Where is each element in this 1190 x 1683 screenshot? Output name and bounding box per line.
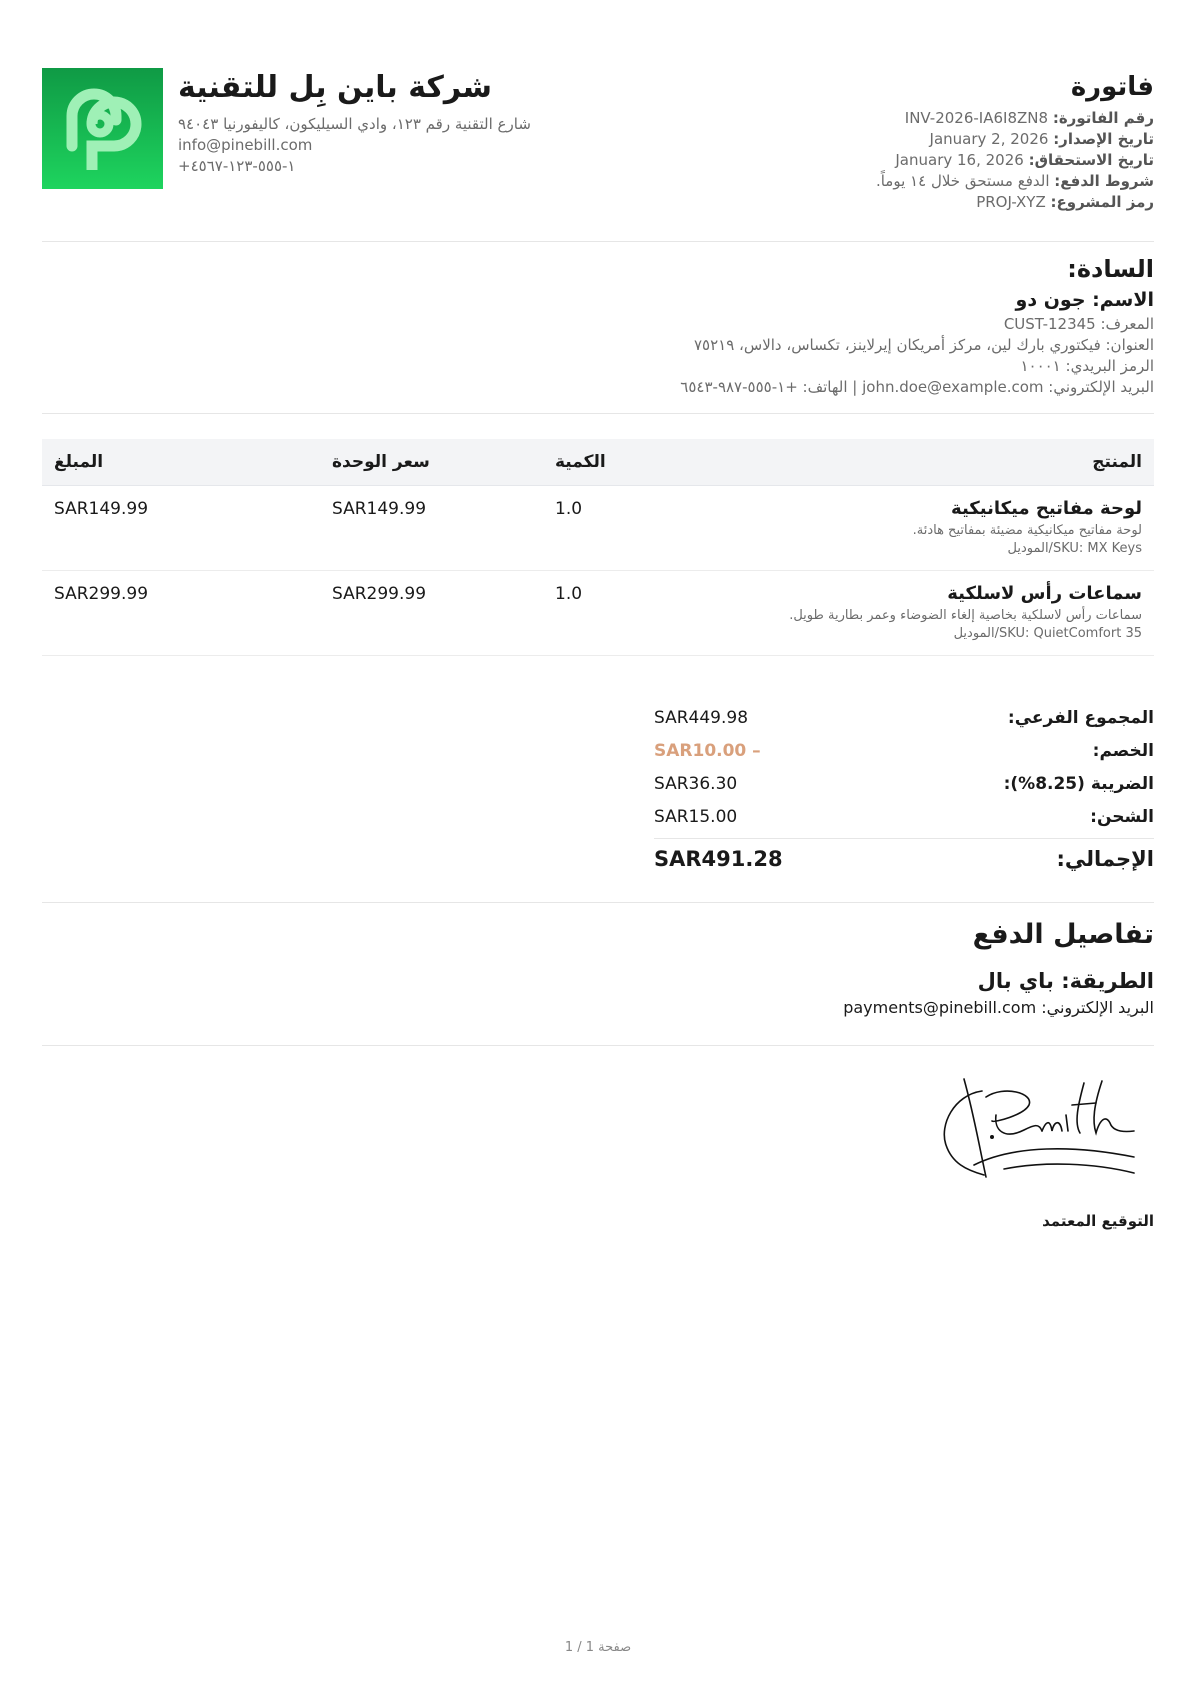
- tax-row: [654, 768, 1154, 801]
- company-address: شارع التقنية رقم ١٢٣، وادي السيليكون، كاليفورنيا ٩٤٠٤٣: [178, 115, 531, 133]
- table-header: [42, 439, 1154, 486]
- signature-label: التوقيع المعتمد: [1042, 1212, 1154, 1230]
- company-name: شركة باين بِل للتقنية: [178, 70, 493, 105]
- total-row: [654, 839, 1154, 879]
- project-code-label: رمز المشروع:: [1050, 193, 1154, 211]
- invoice-number: INV-2026-IA6I8ZN8: [904, 109, 1049, 127]
- discount-row: [654, 735, 1154, 768]
- product-name: لوحة مفاتيح ميكانيكية: [951, 498, 1142, 519]
- page-number: صفحة 1 / 1: [564, 1640, 632, 1655]
- tax-value: SAR36.30: [654, 774, 738, 794]
- customer-id: المعرف: CUST-12345: [1003, 315, 1154, 333]
- invoice-number-row: [734, 108, 1154, 129]
- payment-terms-label: شروط الدفع:: [1054, 172, 1154, 190]
- shipping-row: [654, 801, 1154, 834]
- product-description: سماعات رأس لاسلكية بخاصية إلغاء الضوضاء وعمر بطارية طويل.: [789, 608, 1142, 623]
- subtotal-value: SAR449.98: [654, 708, 749, 728]
- row-quantity: 1.0: [555, 584, 583, 604]
- header-unit-price: سعر الوحدة: [332, 452, 430, 472]
- payment-terms-row: [734, 171, 1154, 192]
- payment-email: البريد الإلكتروني: payments@pinebill.com: [843, 998, 1154, 1017]
- invoice-number-label: رقم الفاتورة:: [1052, 109, 1154, 127]
- customer-postal: الرمز البريدي: ١٠٠٠١: [1020, 357, 1154, 375]
- company-logo: [42, 68, 163, 189]
- company-phone: +١-٥٥٥-١٢٣-٤٥٦٧: [178, 157, 296, 175]
- project-code: PROJ-XYZ: [976, 193, 1046, 211]
- divider: [42, 241, 1154, 242]
- total-label: الإجمالي:: [1056, 847, 1154, 871]
- product-name: سماعات رأس لاسلكية: [947, 583, 1142, 604]
- customer-name: الاسم: جون دو: [1015, 289, 1154, 311]
- company-email: info@pinebill.com: [178, 136, 313, 154]
- customer-contact: البريد الإلكتروني: john.doe@example.com | الهاتف: +١-٥٥٥-٩٨٧-٦٥٤٣: [680, 378, 1154, 396]
- divider: [42, 902, 1154, 903]
- table-row: [42, 486, 1154, 571]
- row-amount: SAR299.99: [54, 584, 149, 604]
- signature-icon: [934, 1075, 1154, 1185]
- payment-terms: الدفع مستحق خلال ١٤ يوماً.: [875, 172, 1050, 190]
- header-quantity: الكمية: [555, 452, 606, 472]
- header-product: المنتج: [1092, 452, 1142, 472]
- shipping-label: الشحن:: [1090, 807, 1154, 827]
- bill-to-title: السادة:: [1067, 255, 1154, 283]
- invoice-page: [42, 0, 1154, 1683]
- product-sku: SKU: QuietComfort 35/الموديل: [953, 626, 1142, 641]
- discount-label: الخصم:: [1092, 741, 1154, 761]
- row-quantity: 1.0: [555, 499, 583, 519]
- total-value: SAR491.28: [654, 847, 783, 871]
- invoice-meta: [734, 68, 1154, 213]
- tax-label: الضريبة (8.25%):: [1003, 774, 1154, 794]
- payment-method: الطريقة: باي بال: [977, 969, 1154, 993]
- product-description: لوحة مفاتيح ميكانيكية مضيئة بمفاتيح هادئة.: [912, 523, 1142, 538]
- due-date-row: [734, 150, 1154, 171]
- payment-title: تفاصيل الدفع: [972, 919, 1154, 950]
- customer-address: العنوان: فيكتوري بارك لين، مركز أمريكان إيرلاينز، تكساس، دالاس، ٧٥٢١٩: [693, 336, 1154, 354]
- row-amount: SAR149.99: [54, 499, 149, 519]
- table-row: [42, 571, 1154, 656]
- due-date: January 16, 2026: [895, 151, 1024, 169]
- subtotal-row: [654, 702, 1154, 735]
- issue-date-label: تاريخ الإصدار:: [1053, 130, 1154, 148]
- pinebill-logo-icon: [42, 68, 163, 189]
- divider: [42, 1045, 1154, 1046]
- divider: [42, 413, 1154, 414]
- due-date-label: تاريخ الاستحقاق:: [1028, 151, 1154, 169]
- items-table: [42, 439, 1154, 656]
- totals-section: [654, 702, 1154, 879]
- subtotal-label: المجموع الفرعي:: [1007, 708, 1154, 728]
- shipping-value: SAR15.00: [654, 807, 738, 827]
- row-unit-price: SAR299.99: [332, 584, 427, 604]
- issue-date: January 2, 2026: [929, 130, 1049, 148]
- discount-value: SAR10.00 –: [654, 741, 761, 761]
- invoice-title: فاتورة: [1070, 72, 1154, 102]
- company-info: [178, 68, 598, 177]
- row-unit-price: SAR149.99: [332, 499, 427, 519]
- invoice-header: [42, 68, 1154, 218]
- header-amount: المبلغ: [54, 452, 104, 472]
- product-sku: SKU: MX Keys/الموديل: [1007, 541, 1142, 556]
- bill-to-section: [454, 252, 1154, 398]
- project-code-row: [734, 192, 1154, 213]
- issue-date-row: [734, 129, 1154, 150]
- row-product: [622, 496, 1142, 558]
- payment-details: [554, 915, 1154, 1019]
- row-product: [622, 581, 1142, 643]
- signature-image: [934, 1075, 1154, 1185]
